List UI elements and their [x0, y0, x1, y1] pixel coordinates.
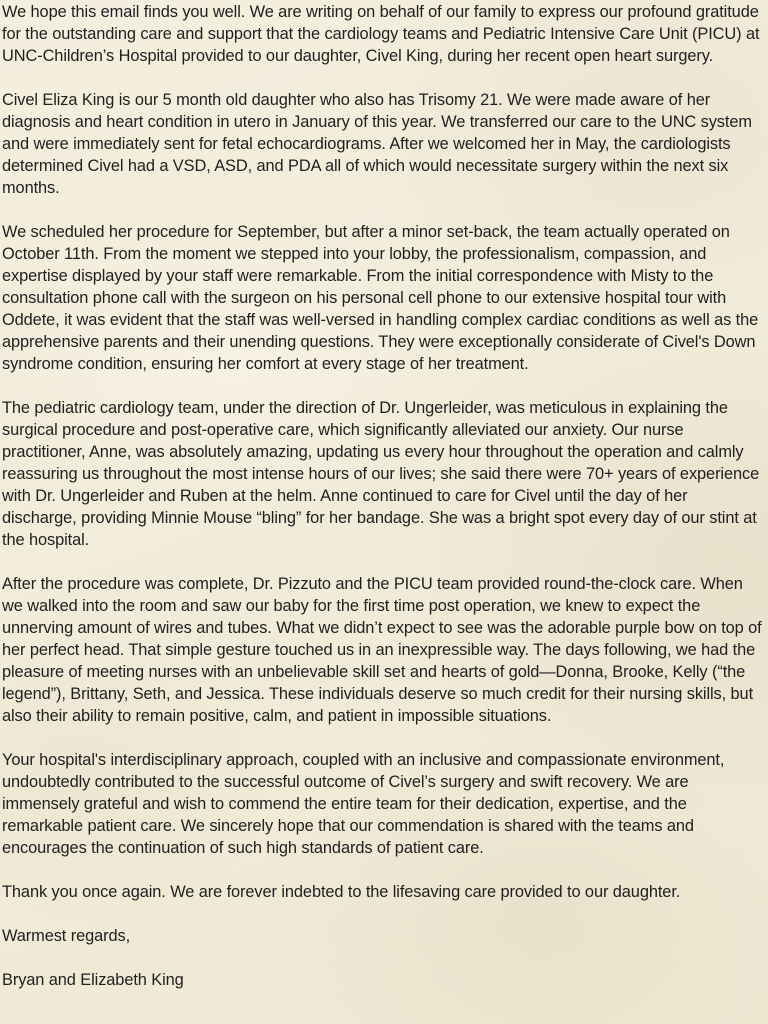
letter-paragraph-diagnosis: Civel Eliza King is our 5 month old daughter who also has Trisomy 21. We were made aware of her diagnosis and heart condition in utero in January of this year. We transferred our care to the UNC system and were immediately sent for fetal echocardiograms. After we welcomed her in May, the cardiologists determined Civel had a VSD, ASD, and PDA all of which would necessitate surgery within the next six months. — [2, 91, 752, 197]
letter-paragraph-commendation: Your hospital's interdisciplinary approach, coupled with an inclusive and compassionate environment, undoubtedly contributed to the successful outcome of Civel’s surgery and swift recovery. We are immensely grateful and wish to commend the entire team for their dedication, expertise, and the remarkable patient care. We sincerely hope that our commendation is shared with the teams and encourages the continuation of such high standards of patient care. — [2, 751, 725, 857]
letter-paragraph-procedure: We scheduled her procedure for September, but after a minor set-back, the team actually operated on October 11th. From the moment we stepped into your lobby, the professionalism, compassion, and expertise displayed by your staff were remarkable. From the initial correspondence with Misty to the consultation phone call with the surgeon on his personal cell phone to our extensive hospital tour with Oddete, it was evident that the staff was well-versed in handling complex cardiac conditions as well as the apprehensive parents and their unending questions. They were exceptionally considerate of Civel's Down syndrome condition, ensuring her comfort at every stage of her treatment. — [2, 223, 759, 373]
letter-paragraph-intro: We hope this email finds you well. We are writing on behalf of our family to express our profound gratitude for the outstanding care and support that the cardiology teams and Pediatric Intensive Care Unit (PICU) at UNC-Children’s Hospital provided to our daughter, Civel King, during her recent open heart surgery. — [2, 3, 760, 65]
letter-paragraph-thanks: Thank you once again. We are forever indebted to the lifesaving care provided to our daughter. — [2, 883, 681, 901]
letter-paragraph-picu-team: After the procedure was complete, Dr. Pizzuto and the PICU team provided round-the-clock care. When we walked into the room and saw our baby for the first time post operation, we knew to expect the unnerving amount of wires and tubes. What we didn’t expect to see was the adorable purple bow on top of her perfect head. That simple gesture touched us in an inexpressible way. The days following, we had the pleasure of meeting nurses with an unbelievable skill set and hearts of gold—Donna, Brooke, Kelly (“the legend”), Brittany, Seth, and Jessica. These individuals deserve so much credit for their nursing skills, but also their ability to remain positive, calm, and patient in impossible situations. — [2, 575, 762, 725]
letter-closing-salutation: Warmest regards, — [2, 927, 131, 945]
letter-paragraph-cardiology-team: The pediatric cardiology team, under the direction of Dr. Ungerleider, was meticulous in explaining the surgical procedure and post-operative care, which significantly alleviated our anxiety. Our nurse practitioner, Anne, was absolutely amazing, updating us every hour throughout the operation and calmly reassuring us throughout the most intense hours of our lives; she said there were 70+ years of experience with Dr. Ungerleider and Ruben at the helm. Anne continued to care for Civel until the day of her discharge, providing Minnie Mouse “bling” for her bandage. She was a bright spot every day of our stint at the hospital. — [2, 399, 760, 549]
letter-signature: Bryan and Elizabeth King — [2, 971, 184, 989]
